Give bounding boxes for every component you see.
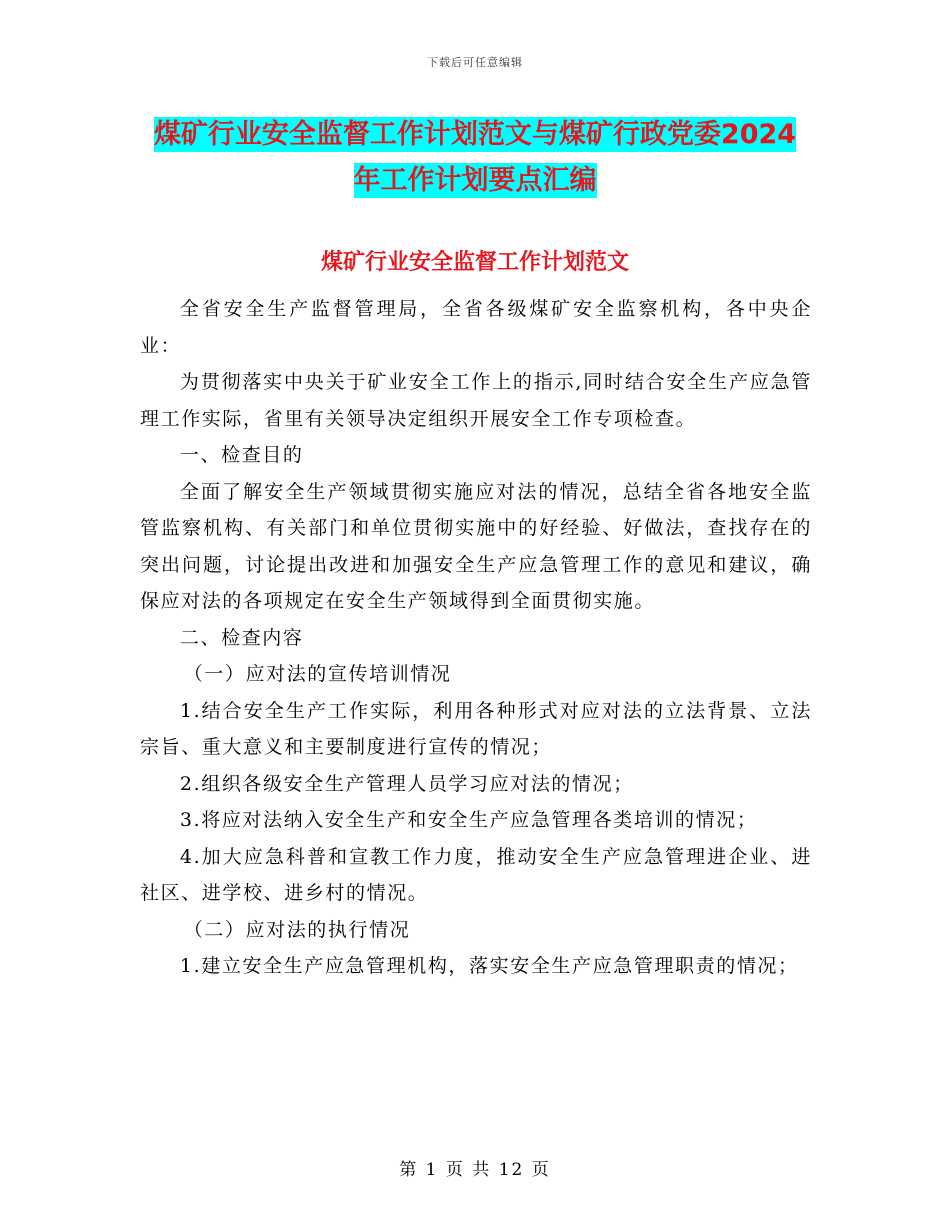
paragraph-salutation: 全省安全生产监督管理局，全省各级煤矿安全监察机构，各中央企业： — [140, 298, 812, 357]
document-body — [140, 291, 812, 985]
heading-content: 二、检查内容 — [179, 626, 304, 649]
header-note: 下载后可任意编辑 — [427, 56, 523, 69]
list-item: 1.建立安全生产应急管理机构，落实安全生产应急管理职责的情况； — [179, 955, 799, 977]
subheading-execution: （二）应对法的执行情况 — [183, 918, 411, 941]
title-line-2: 年工作计划要点汇编 — [353, 165, 597, 196]
subheading-publicity: （一）应对法的宣传培训情况 — [183, 663, 452, 685]
document-title — [140, 112, 810, 204]
list-item: 2.组织各级安全生产管理人员学习应对法的情况； — [179, 772, 634, 795]
section-title: 煤矿行业安全监督工作计划范文 — [320, 250, 629, 275]
title-line-1: 煤矿行业安全监督工作计划范文与煤矿行政党委2024 — [153, 119, 797, 150]
list-item: 4.加大应急科普和宣教工作力度，推动安全生产应急管理进企业、进社区、进学校、进乡村的情况。 — [140, 845, 812, 904]
page-footer: 第 1 页 共 12 页 — [399, 1160, 551, 1180]
heading-purpose: 一、检查目的 — [179, 444, 304, 466]
paragraph-intro: 为贯彻落实中央关于矿业安全工作上的指示,同时结合安全生产应急管理工作实际，省里有关领导决定组织开展安全工作专项检查。 — [140, 371, 812, 430]
list-item: 1.结合安全生产工作实际，利用各种形式对应对法的立法背景、立法宗旨、重大意义和主要制度进行宣传的情况； — [140, 699, 812, 758]
paragraph-purpose: 全面了解安全生产领域贯彻实施应对法的情况，总结全省各地安全监管监察机构、有关部门和单位贯彻实施中的好经验、好做法，查找存在的突出问题，讨论提出改进和加强安全生产应急管理工作的意见和建议，确保应对法的各项规定在安全生产领域得到全面贯彻实施。 — [140, 480, 812, 612]
list-item: 3.将应对法纳入安全生产和安全生产应急管理各类培训的情况； — [179, 809, 758, 831]
